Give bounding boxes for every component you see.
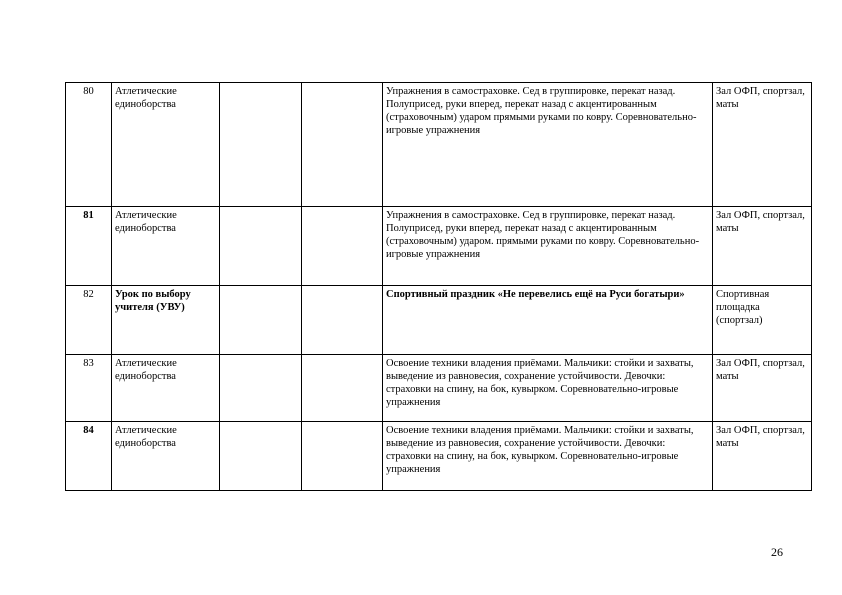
empty-cell [302,422,383,491]
empty-cell [220,83,302,207]
empty-cell [302,83,383,207]
empty-cell [220,207,302,286]
lesson-place: Зал ОФП, спортзал, маты [713,422,812,491]
table-row [66,207,812,286]
empty-cell [220,355,302,422]
lesson-place: Спортивная площадка (спортзал) [713,286,812,355]
empty-cell [302,286,383,355]
empty-cell [220,422,302,491]
table-row [66,355,812,422]
empty-cell [302,355,383,422]
lesson-content: Спортивный праздник «Не перевелись ещё на Руси богатыри» [383,286,713,355]
lesson-number: 83 [66,355,112,422]
page-number: 26 [771,545,783,559]
table-row [66,286,812,355]
table-row [66,422,812,491]
lesson-topic: Атлетические единоборства [112,422,220,491]
lesson-topic: Атлетические единоборства [112,83,220,207]
lesson-topic: Атлетические единоборства [112,207,220,286]
lesson-place: Зал ОФП, спортзал, маты [713,207,812,286]
lesson-number: 82 [66,286,112,355]
lesson-topic: Урок по выбору учителя (УВУ) [112,286,220,355]
lesson-content: Упражнения в самостраховке. Сед в группировке, перекат назад. Полуприсед, руки вперед, перекат назад с акцентированным (страховочным) ударом. прямыми руками по ковру. Соревновательно-игровые упражнения [383,207,713,286]
table-row [66,83,812,207]
lesson-plan-table [65,82,812,491]
lesson-place: Зал ОФП, спортзал, маты [713,355,812,422]
lesson-place: Зал ОФП, спортзал, маты [713,83,812,207]
lesson-content: Освоение техники владения приёмами. Мальчики: стойки и захваты, выведение из равновесия, сохранение устойчивости. Девочки: страховки на спину, на бок, кувырком. Соревновательно-игровые упражнения [383,355,713,422]
lesson-content: Упражнения в самостраховке. Сед в группировке, перекат назад. Полуприсед, руки вперед, перекат назад с акцентированным (страховочным) ударом прямыми руками по ковру. Соревновательно-игровые упражнения [383,83,713,207]
lesson-number: 84 [66,422,112,491]
empty-cell [302,207,383,286]
lesson-number: 80 [66,83,112,207]
lesson-number: 81 [66,207,112,286]
lesson-content: Освоение техники владения приёмами. Мальчики: стойки и захваты, выведение из равновесия, сохранение устойчивости. Девочки: страховки на спину, на бок, кувырком. Соревновательно-игровые упражнения [383,422,713,491]
lesson-topic: Атлетические единоборства [112,355,220,422]
empty-cell [220,286,302,355]
